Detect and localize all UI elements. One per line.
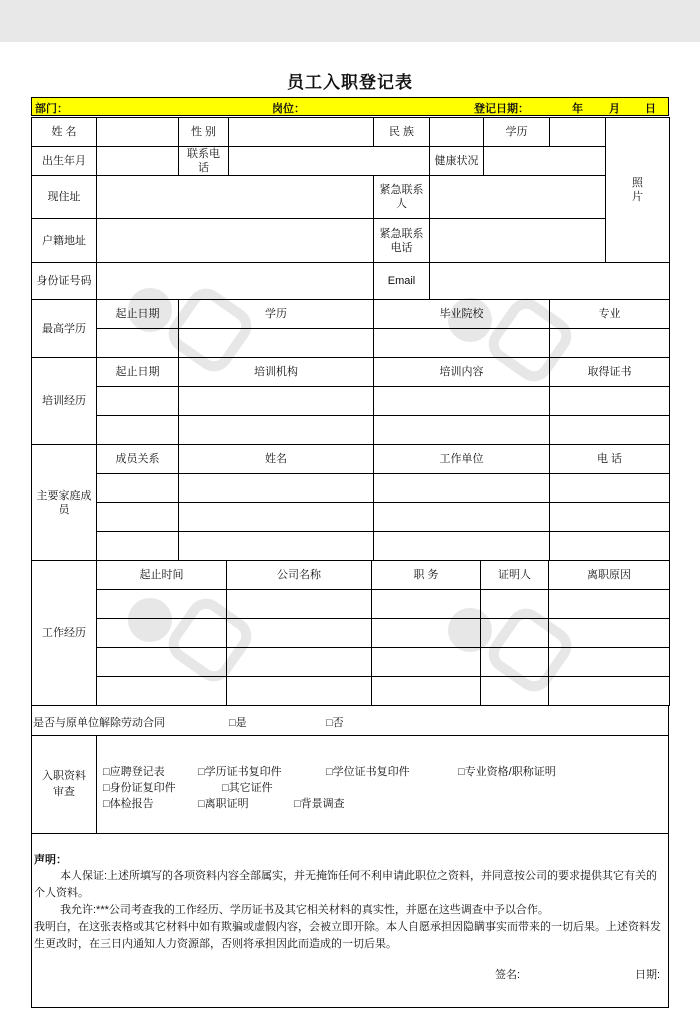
email-field[interactable]	[430, 263, 670, 300]
review-item-diploma[interactable]: □学历证书复印件	[198, 766, 282, 778]
work-cell[interactable]	[481, 648, 549, 677]
family-header-employer: 工作单位	[374, 445, 550, 474]
work-cell[interactable]	[372, 619, 481, 648]
family-cell[interactable]	[550, 532, 670, 561]
edu-header-major: 专业	[550, 300, 670, 329]
work-header-period: 起止时间	[97, 561, 227, 590]
work-cell[interactable]	[481, 677, 549, 706]
review-item-application[interactable]: □应聘登记表	[103, 766, 165, 778]
training-cell[interactable]	[179, 387, 374, 416]
photo-box[interactable]	[606, 118, 670, 263]
training-cell[interactable]	[374, 387, 550, 416]
work-cell[interactable]	[227, 648, 372, 677]
emergency-phone-label: 紧急联系电话	[374, 219, 430, 263]
family-table	[31, 444, 670, 561]
name-label: 姓 名	[32, 118, 97, 147]
family-cell[interactable]	[550, 474, 670, 503]
address-field[interactable]	[97, 176, 374, 219]
declaration-p1: 本人保证:上述所填写的各项资料内容全部属实，并无掩饰任何不利申请此职位之资料，并同意按公司的要求提供其它有关的个人资料。	[34, 870, 658, 899]
training-header-content: 培训内容	[374, 358, 550, 387]
name-field[interactable]	[97, 118, 179, 147]
edu-cell[interactable]	[374, 329, 550, 358]
date-label: 登记日期：	[474, 103, 529, 115]
highest-edu-label: 最高学历	[32, 300, 97, 358]
work-header-title: 职 务	[372, 561, 481, 590]
edu-header-school: 毕业院校	[374, 300, 550, 329]
address-label: 现住址	[32, 176, 97, 219]
family-header-phone: 电 话	[550, 445, 670, 474]
training-header-cert: 取得证书	[550, 358, 670, 387]
training-cell[interactable]	[97, 387, 179, 416]
contract-yes-checkbox[interactable]: □是	[229, 717, 247, 729]
family-cell[interactable]	[550, 503, 670, 532]
contract-row	[31, 706, 669, 736]
month-label: 月	[609, 103, 620, 115]
birth-label: 出生年月	[32, 147, 97, 176]
family-cell[interactable]	[97, 532, 179, 561]
edu-cell[interactable]	[179, 329, 374, 358]
highest-edu-table	[31, 299, 670, 358]
work-table	[31, 560, 670, 706]
dept-label: 部门：	[35, 103, 68, 115]
page-title: 员工入职登记表	[287, 73, 413, 92]
work-cell[interactable]	[549, 648, 670, 677]
work-cell[interactable]	[97, 677, 227, 706]
health-label: 健康状况	[430, 147, 484, 176]
photo-label: 照片	[632, 177, 643, 203]
family-cell[interactable]	[374, 503, 550, 532]
declaration-p3: 我明白，在这张表格或其它材料中如有欺骗或虚假内容，会被立即开除。本人自愿承担因隐瞒事实而带来的一切后果。上述资料发生更改时，在三日内通知人力资源部，否则将承担因此而造成的一切后果。	[34, 921, 661, 950]
review-label-cell	[32, 736, 97, 833]
family-cell[interactable]	[179, 503, 374, 532]
day-label: 日	[645, 103, 656, 115]
work-cell[interactable]	[481, 619, 549, 648]
edu-cell[interactable]	[97, 329, 179, 358]
emergency-contact-field[interactable]	[430, 176, 606, 219]
review-item-background[interactable]: □背景调查	[294, 798, 345, 810]
header-bar	[31, 97, 669, 116]
declaration-heading: 声明：	[34, 854, 67, 866]
review-item-id-copy[interactable]: □身份证复印件	[103, 782, 176, 794]
contract-no-checkbox[interactable]: □否	[326, 717, 344, 729]
training-label: 培训经历	[32, 358, 97, 445]
review-item-qualification[interactable]: □专业资格/职称证明	[458, 766, 556, 778]
health-field[interactable]	[484, 147, 606, 176]
work-cell[interactable]	[372, 590, 481, 619]
edu-cell[interactable]	[550, 329, 670, 358]
year-label: 年	[572, 103, 583, 115]
work-cell[interactable]	[227, 677, 372, 706]
declaration-p2: 我允许:***公司考查我的工作经历、学历证书及其它相关材料的真实性，并愿在这些调查中予以合作。	[60, 904, 549, 916]
position-label: 岗位：	[272, 103, 305, 115]
training-table	[31, 357, 670, 445]
training-header-org: 培训机构	[179, 358, 374, 387]
family-header-relation: 成员关系	[97, 445, 179, 474]
training-cell[interactable]	[179, 416, 374, 445]
phone-label: 联系电话	[179, 147, 229, 176]
review-item-other[interactable]: □其它证件	[222, 782, 273, 794]
review-item-medical[interactable]: □体检报告	[103, 798, 154, 810]
id-number-field[interactable]	[97, 263, 374, 300]
gender-label: 性 别	[179, 118, 229, 147]
work-cell[interactable]	[481, 590, 549, 619]
training-header-dates: 起止日期	[97, 358, 179, 387]
work-header-reason: 离职原因	[549, 561, 670, 590]
education-field[interactable]	[550, 118, 606, 147]
work-cell[interactable]	[372, 677, 481, 706]
family-cell[interactable]	[97, 474, 179, 503]
basic-info-table	[31, 117, 670, 300]
emergency-phone-field[interactable]	[430, 219, 606, 263]
work-cell[interactable]	[97, 619, 227, 648]
training-cell[interactable]	[550, 416, 670, 445]
signature-label: 签名:	[495, 969, 521, 981]
work-cell[interactable]	[97, 648, 227, 677]
ethnicity-label: 民 族	[374, 118, 430, 147]
family-label: 主要家庭成员	[32, 445, 97, 561]
review-item-resignation[interactable]: □离职证明	[198, 798, 249, 810]
hukou-label: 户籍地址	[32, 219, 97, 263]
training-cell[interactable]	[550, 387, 670, 416]
contract-question: 是否与原单位解除劳动合同	[33, 717, 165, 729]
id-number-label: 身份证号码	[32, 263, 97, 300]
sign-date-label: 日期:	[635, 969, 661, 981]
family-header-name: 姓名	[179, 445, 374, 474]
training-cell[interactable]	[374, 416, 550, 445]
email-label: Email	[374, 263, 430, 300]
work-cell[interactable]	[227, 590, 372, 619]
phone-field[interactable]	[229, 147, 430, 176]
gender-field[interactable]	[229, 118, 374, 147]
work-cell[interactable]	[227, 619, 372, 648]
review-row	[31, 736, 669, 834]
work-cell[interactable]	[549, 619, 670, 648]
work-cell[interactable]	[549, 590, 670, 619]
top-gray-band	[0, 0, 700, 42]
work-cell[interactable]	[549, 677, 670, 706]
birth-field[interactable]	[97, 147, 179, 176]
hukou-field[interactable]	[97, 219, 374, 263]
ethnicity-field[interactable]	[430, 118, 484, 147]
family-cell[interactable]	[179, 532, 374, 561]
work-header-reference: 证明人	[481, 561, 549, 590]
family-cell[interactable]	[374, 532, 550, 561]
declaration-section	[31, 834, 669, 1008]
work-cell[interactable]	[372, 648, 481, 677]
education-label: 学历	[484, 118, 550, 147]
edu-header-dates: 起止日期	[97, 300, 179, 329]
family-cell[interactable]	[97, 503, 179, 532]
edu-header-degree: 学历	[179, 300, 374, 329]
work-cell[interactable]	[97, 590, 227, 619]
emergency-contact-label: 紧急联系人	[374, 176, 430, 219]
training-cell[interactable]	[97, 416, 179, 445]
review-label: 入职资料审查	[42, 770, 86, 798]
review-item-degree[interactable]: □学位证书复印件	[326, 766, 410, 778]
family-cell[interactable]	[374, 474, 550, 503]
work-label: 工作经历	[32, 561, 97, 706]
family-cell[interactable]	[179, 474, 374, 503]
work-header-company: 公司名称	[227, 561, 372, 590]
